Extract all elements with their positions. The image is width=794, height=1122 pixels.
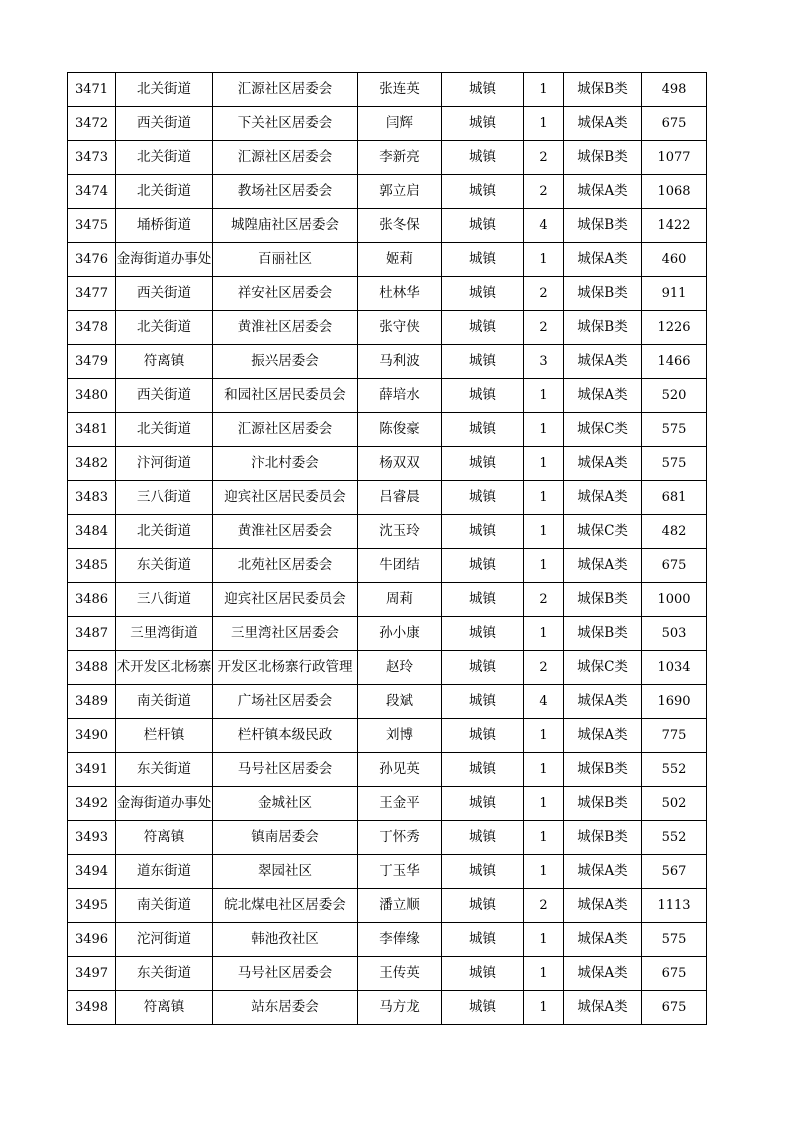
community-cell: 广场社区居委会 <box>213 685 358 719</box>
household-type-cell: 城镇 <box>442 753 524 787</box>
subdistrict-cell: 金海街道办事处 <box>116 787 213 821</box>
amount-cell: 503 <box>642 617 707 651</box>
people-count-cell: 1 <box>524 515 564 549</box>
row-number-cell: 3486 <box>68 583 116 617</box>
subdistrict-cell: 栏杆镇 <box>116 719 213 753</box>
category-cell: 城保B类 <box>564 277 642 311</box>
people-count-cell: 1 <box>524 753 564 787</box>
table-row <box>68 141 707 175</box>
name-cell: 李新亮 <box>358 141 442 175</box>
household-type-cell: 城镇 <box>442 787 524 821</box>
household-type-cell: 城镇 <box>442 991 524 1025</box>
amount-cell: 460 <box>642 243 707 277</box>
household-type-cell: 城镇 <box>442 855 524 889</box>
community-cell: 黄淮社区居委会 <box>213 311 358 345</box>
category-cell: 城保A类 <box>564 345 642 379</box>
community-cell: 振兴居委会 <box>213 345 358 379</box>
amount-cell: 1077 <box>642 141 707 175</box>
subdistrict-cell: 西关街道 <box>116 107 213 141</box>
table-row <box>68 923 707 957</box>
table-body <box>68 73 707 1025</box>
people-count-cell: 1 <box>524 549 564 583</box>
table-row <box>68 889 707 923</box>
name-cell: 闫辉 <box>358 107 442 141</box>
row-number-cell: 3481 <box>68 413 116 447</box>
table-row <box>68 651 707 685</box>
table-row <box>68 549 707 583</box>
amount-cell: 482 <box>642 515 707 549</box>
community-cell: 开发区北杨寨行政管理 <box>213 651 358 685</box>
subdistrict-cell: 南关街道 <box>116 889 213 923</box>
row-number-cell: 3493 <box>68 821 116 855</box>
table-row <box>68 107 707 141</box>
subdistrict-cell: 三里湾街道 <box>116 617 213 651</box>
community-cell: 马号社区居委会 <box>213 957 358 991</box>
people-count-cell: 2 <box>524 311 564 345</box>
people-count-cell: 2 <box>524 651 564 685</box>
category-cell: 城保B类 <box>564 73 642 107</box>
category-cell: 城保B类 <box>564 787 642 821</box>
amount-cell: 1466 <box>642 345 707 379</box>
people-count-cell: 1 <box>524 787 564 821</box>
community-cell: 迎宾社区居民委员会 <box>213 583 358 617</box>
name-cell: 姬莉 <box>358 243 442 277</box>
subdistrict-cell: 北关街道 <box>116 73 213 107</box>
table-row <box>68 753 707 787</box>
category-cell: 城保A类 <box>564 481 642 515</box>
people-count-cell: 2 <box>524 175 564 209</box>
household-type-cell: 城镇 <box>442 311 524 345</box>
people-count-cell: 4 <box>524 209 564 243</box>
row-number-cell: 3477 <box>68 277 116 311</box>
amount-cell: 1690 <box>642 685 707 719</box>
community-cell: 汇源社区居委会 <box>213 141 358 175</box>
amount-cell: 675 <box>642 991 707 1025</box>
row-number-cell: 3475 <box>68 209 116 243</box>
people-count-cell: 1 <box>524 481 564 515</box>
row-number-cell: 3472 <box>68 107 116 141</box>
table-row <box>68 243 707 277</box>
community-cell: 北苑社区居委会 <box>213 549 358 583</box>
community-cell: 金城社区 <box>213 787 358 821</box>
category-cell: 城保A类 <box>564 957 642 991</box>
household-type-cell: 城镇 <box>442 821 524 855</box>
table-row <box>68 481 707 515</box>
amount-cell: 775 <box>642 719 707 753</box>
table-row <box>68 821 707 855</box>
household-type-cell: 城镇 <box>442 549 524 583</box>
row-number-cell: 3498 <box>68 991 116 1025</box>
household-type-cell: 城镇 <box>442 73 524 107</box>
community-cell: 迎宾社区居民委员会 <box>213 481 358 515</box>
name-cell: 陈俊豪 <box>358 413 442 447</box>
household-type-cell: 城镇 <box>442 685 524 719</box>
category-cell: 城保B类 <box>564 141 642 175</box>
household-type-cell: 城镇 <box>442 447 524 481</box>
table-row <box>68 413 707 447</box>
community-cell: 汇源社区居委会 <box>213 73 358 107</box>
row-number-cell: 3494 <box>68 855 116 889</box>
category-cell: 城保B类 <box>564 821 642 855</box>
amount-cell: 1422 <box>642 209 707 243</box>
community-cell: 栏杆镇本级民政 <box>213 719 358 753</box>
community-cell: 教场社区居委会 <box>213 175 358 209</box>
row-number-cell: 3478 <box>68 311 116 345</box>
household-type-cell: 城镇 <box>442 345 524 379</box>
community-cell: 城隍庙社区居委会 <box>213 209 358 243</box>
table-row <box>68 515 707 549</box>
row-number-cell: 3473 <box>68 141 116 175</box>
community-cell: 汇源社区居委会 <box>213 413 358 447</box>
name-cell: 张连英 <box>358 73 442 107</box>
household-type-cell: 城镇 <box>442 413 524 447</box>
name-cell: 吕睿晨 <box>358 481 442 515</box>
name-cell: 张冬保 <box>358 209 442 243</box>
people-count-cell: 1 <box>524 821 564 855</box>
subdistrict-cell: 符离镇 <box>116 821 213 855</box>
subdistrict-cell: 符离镇 <box>116 345 213 379</box>
category-cell: 城保A类 <box>564 719 642 753</box>
table-row <box>68 73 707 107</box>
category-cell: 城保A类 <box>564 243 642 277</box>
row-number-cell: 3479 <box>68 345 116 379</box>
name-cell: 王金平 <box>358 787 442 821</box>
community-cell: 韩池孜社区 <box>213 923 358 957</box>
people-count-cell: 1 <box>524 855 564 889</box>
amount-cell: 681 <box>642 481 707 515</box>
category-cell: 城保A类 <box>564 685 642 719</box>
table-row <box>68 345 707 379</box>
amount-cell: 552 <box>642 821 707 855</box>
table-row <box>68 855 707 889</box>
name-cell: 马方龙 <box>358 991 442 1025</box>
subdistrict-cell: 北关街道 <box>116 413 213 447</box>
table-row <box>68 379 707 413</box>
subdistrict-cell: 东关街道 <box>116 957 213 991</box>
amount-cell: 552 <box>642 753 707 787</box>
row-number-cell: 3471 <box>68 73 116 107</box>
people-count-cell: 2 <box>524 277 564 311</box>
subdistrict-cell: 汴河街道 <box>116 447 213 481</box>
row-number-cell: 3485 <box>68 549 116 583</box>
community-cell: 和园社区居民委员会 <box>213 379 358 413</box>
amount-cell: 575 <box>642 923 707 957</box>
category-cell: 城保A类 <box>564 855 642 889</box>
household-type-cell: 城镇 <box>442 583 524 617</box>
subdistrict-cell: 三八街道 <box>116 583 213 617</box>
name-cell: 孙小康 <box>358 617 442 651</box>
subdistrict-cell: 术开发区北杨寨 <box>116 651 213 685</box>
table-row <box>68 447 707 481</box>
row-number-cell: 3474 <box>68 175 116 209</box>
category-cell: 城保B类 <box>564 311 642 345</box>
table-row <box>68 277 707 311</box>
category-cell: 城保A类 <box>564 175 642 209</box>
household-type-cell: 城镇 <box>442 141 524 175</box>
table-row <box>68 209 707 243</box>
household-type-cell: 城镇 <box>442 379 524 413</box>
amount-cell: 675 <box>642 549 707 583</box>
subdistrict-cell: 北关街道 <box>116 515 213 549</box>
subdistrict-cell: 道东街道 <box>116 855 213 889</box>
name-cell: 杨双双 <box>358 447 442 481</box>
name-cell: 段斌 <box>358 685 442 719</box>
household-type-cell: 城镇 <box>442 209 524 243</box>
category-cell: 城保A类 <box>564 889 642 923</box>
row-number-cell: 3496 <box>68 923 116 957</box>
row-number-cell: 3483 <box>68 481 116 515</box>
people-count-cell: 1 <box>524 379 564 413</box>
household-type-cell: 城镇 <box>442 277 524 311</box>
people-count-cell: 1 <box>524 991 564 1025</box>
table-row <box>68 175 707 209</box>
amount-cell: 1068 <box>642 175 707 209</box>
amount-cell: 1113 <box>642 889 707 923</box>
category-cell: 城保A类 <box>564 447 642 481</box>
amount-cell: 1034 <box>642 651 707 685</box>
household-type-cell: 城镇 <box>442 243 524 277</box>
row-number-cell: 3482 <box>68 447 116 481</box>
community-cell: 黄淮社区居委会 <box>213 515 358 549</box>
people-count-cell: 2 <box>524 141 564 175</box>
amount-cell: 520 <box>642 379 707 413</box>
subdistrict-cell: 三八街道 <box>116 481 213 515</box>
community-cell: 祥安社区居委会 <box>213 277 358 311</box>
subdistrict-cell: 东关街道 <box>116 753 213 787</box>
subdistrict-cell: 西关街道 <box>116 379 213 413</box>
amount-cell: 1000 <box>642 583 707 617</box>
row-number-cell: 3488 <box>68 651 116 685</box>
subdistrict-cell: 金海街道办事处 <box>116 243 213 277</box>
community-cell: 马号社区居委会 <box>213 753 358 787</box>
table-row <box>68 787 707 821</box>
name-cell: 张守侠 <box>358 311 442 345</box>
name-cell: 沈玉玲 <box>358 515 442 549</box>
name-cell: 周莉 <box>358 583 442 617</box>
name-cell: 丁玉华 <box>358 855 442 889</box>
household-type-cell: 城镇 <box>442 651 524 685</box>
household-type-cell: 城镇 <box>442 719 524 753</box>
people-count-cell: 1 <box>524 923 564 957</box>
amount-cell: 575 <box>642 413 707 447</box>
people-count-cell: 1 <box>524 957 564 991</box>
people-count-cell: 1 <box>524 73 564 107</box>
subdistrict-cell: 符离镇 <box>116 991 213 1025</box>
name-cell: 丁怀秀 <box>358 821 442 855</box>
name-cell: 杜林华 <box>358 277 442 311</box>
row-number-cell: 3489 <box>68 685 116 719</box>
name-cell: 李俸缘 <box>358 923 442 957</box>
people-count-cell: 1 <box>524 243 564 277</box>
table-row <box>68 685 707 719</box>
subdistrict-cell: 西关街道 <box>116 277 213 311</box>
category-cell: 城保A类 <box>564 923 642 957</box>
name-cell: 马利波 <box>358 345 442 379</box>
row-number-cell: 3492 <box>68 787 116 821</box>
table-row <box>68 617 707 651</box>
name-cell: 郭立启 <box>358 175 442 209</box>
category-cell: 城保B类 <box>564 583 642 617</box>
amount-cell: 502 <box>642 787 707 821</box>
subdistrict-cell: 东关街道 <box>116 549 213 583</box>
name-cell: 王传英 <box>358 957 442 991</box>
category-cell: 城保A类 <box>564 107 642 141</box>
people-count-cell: 1 <box>524 719 564 753</box>
people-count-cell: 3 <box>524 345 564 379</box>
household-type-cell: 城镇 <box>442 923 524 957</box>
category-cell: 城保B类 <box>564 617 642 651</box>
category-cell: 城保A类 <box>564 991 642 1025</box>
household-type-cell: 城镇 <box>442 957 524 991</box>
name-cell: 刘博 <box>358 719 442 753</box>
name-cell: 潘立顺 <box>358 889 442 923</box>
amount-cell: 675 <box>642 107 707 141</box>
row-number-cell: 3487 <box>68 617 116 651</box>
people-count-cell: 1 <box>524 617 564 651</box>
amount-cell: 675 <box>642 957 707 991</box>
name-cell: 薛培水 <box>358 379 442 413</box>
subdistrict-cell: 埇桥街道 <box>116 209 213 243</box>
community-cell: 翠园社区 <box>213 855 358 889</box>
row-number-cell: 3484 <box>68 515 116 549</box>
table-row <box>68 957 707 991</box>
community-cell: 镇南居委会 <box>213 821 358 855</box>
household-type-cell: 城镇 <box>442 107 524 141</box>
people-count-cell: 2 <box>524 889 564 923</box>
amount-cell: 1226 <box>642 311 707 345</box>
household-type-cell: 城镇 <box>442 515 524 549</box>
amount-cell: 575 <box>642 447 707 481</box>
subdistrict-cell: 北关街道 <box>116 175 213 209</box>
recipient-table <box>67 72 707 1025</box>
table-row <box>68 719 707 753</box>
amount-cell: 567 <box>642 855 707 889</box>
table-row <box>68 311 707 345</box>
household-type-cell: 城镇 <box>442 617 524 651</box>
subdistrict-cell: 北关街道 <box>116 141 213 175</box>
category-cell: 城保B类 <box>564 753 642 787</box>
household-type-cell: 城镇 <box>442 889 524 923</box>
row-number-cell: 3480 <box>68 379 116 413</box>
amount-cell: 498 <box>642 73 707 107</box>
amount-cell: 911 <box>642 277 707 311</box>
category-cell: 城保C类 <box>564 413 642 447</box>
row-number-cell: 3495 <box>68 889 116 923</box>
community-cell: 汴北村委会 <box>213 447 358 481</box>
people-count-cell: 2 <box>524 583 564 617</box>
category-cell: 城保A类 <box>564 379 642 413</box>
row-number-cell: 3476 <box>68 243 116 277</box>
subdistrict-cell: 南关街道 <box>116 685 213 719</box>
row-number-cell: 3491 <box>68 753 116 787</box>
subdistrict-cell: 沱河街道 <box>116 923 213 957</box>
name-cell: 赵玲 <box>358 651 442 685</box>
household-type-cell: 城镇 <box>442 481 524 515</box>
people-count-cell: 4 <box>524 685 564 719</box>
people-count-cell: 1 <box>524 447 564 481</box>
table-row <box>68 583 707 617</box>
row-number-cell: 3497 <box>68 957 116 991</box>
community-cell: 三里湾社区居委会 <box>213 617 358 651</box>
community-cell: 皖北煤电社区居委会 <box>213 889 358 923</box>
category-cell: 城保A类 <box>564 549 642 583</box>
subdistrict-cell: 北关街道 <box>116 311 213 345</box>
name-cell: 牛团结 <box>358 549 442 583</box>
table-row <box>68 991 707 1025</box>
community-cell: 站东居委会 <box>213 991 358 1025</box>
people-count-cell: 1 <box>524 413 564 447</box>
household-type-cell: 城镇 <box>442 175 524 209</box>
category-cell: 城保C类 <box>564 651 642 685</box>
name-cell: 孙见英 <box>358 753 442 787</box>
category-cell: 城保B类 <box>564 209 642 243</box>
community-cell: 下关社区居委会 <box>213 107 358 141</box>
people-count-cell: 1 <box>524 107 564 141</box>
row-number-cell: 3490 <box>68 719 116 753</box>
community-cell: 百丽社区 <box>213 243 358 277</box>
category-cell: 城保C类 <box>564 515 642 549</box>
